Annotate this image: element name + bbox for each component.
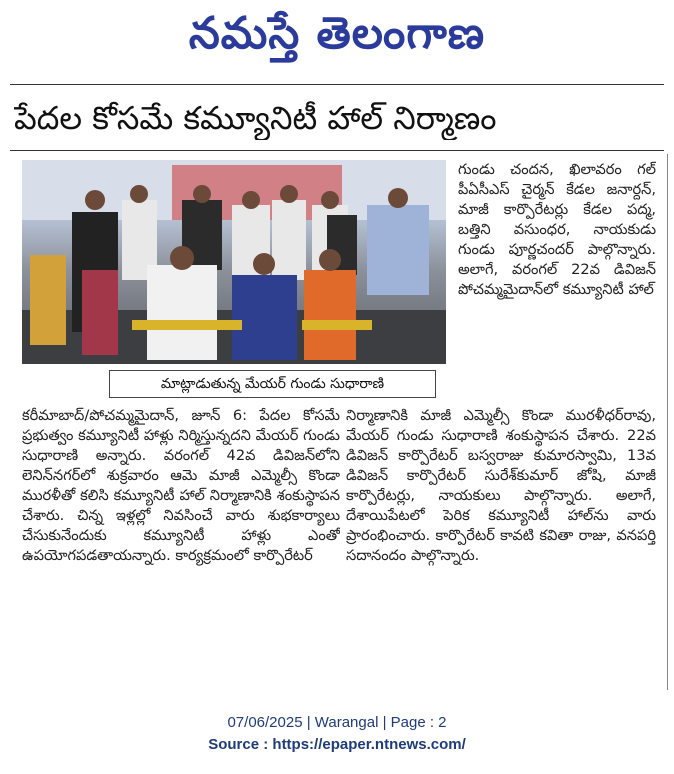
article-column-right-top — [458, 160, 656, 402]
masthead-divider — [10, 84, 664, 85]
article-column-left — [22, 406, 340, 692]
article-paragraph: నిర్మాణానికి మాజీ ఎమ్మెల్సీ కొండా మురళీధర్‌రావు, మేయర్ గుండు సుధారాణి శంకుస్థాపన చేశారు. 22వ డివిజన్ కార్పొరేటర్ బస్వరాజు కుమారస్వామి, 13వ డివిజన్ కార్పొరేటర్ సురేశ్‌కుమార్ జోషి, మాజీ కార్పొరేటర్లు, నాయకులు పాల్గొన్నారు. అలాగే, దేశాయిపేటలో పెరిక కమ్యూనిటీ హాల్‌ను వారు ప్రారంభించారు. కార్పొరేటర్ కావటి కవితా రాజు, వనపర్తి సదానందం పాల్గొన్నారు. — [346, 407, 656, 564]
article-paragraph: కరీమాబాద్/పోచమ్మమైదాన్, జూన్ 6: పేదల కోసమే ప్రభుత్వం కమ్యూనిటీ హాళ్లు నిర్మిస్తున్నదని మేయర్ గుండు సుధారాణి అన్నారు. వరంగల్ 42వ డివిజన్‌లోని లెనిన్‌నగర్‌లో శుక్రవారం ఆమె మాజీ ఎమ్మెల్సీ కొండా మురళీతో కలిసి కమ్యూనిటీ హాల్ నిర్మాణానికి శంకుస్థాపన చేశారు. చిన్న ఇళ్లల్లో నివసించే వారు శుభకార్యాలు చేసుకునేందుకు కమ్యూనిటీ హాళ్లు ఎంతో ఉపయోగపడతాయన్నారు. కార్యక్రమంలో కార్పొరేటర్ — [22, 407, 340, 564]
page-footer — [0, 712, 674, 756]
article-column-right-bottom — [346, 406, 656, 692]
footer-dateline: 07/06/2025 | Warangal | Page : 2 — [227, 714, 447, 731]
newspaper-logo: నమస్తే తెలంగాణ — [188, 8, 486, 59]
article-photo — [22, 160, 446, 364]
article-headline: పేదల కోసమే కమ్యూనిటీ హాల్ నిర్మాణం — [14, 99, 497, 137]
page-edge-rule — [667, 154, 668, 690]
photo-caption: మాట్లాడుతున్న మేయర్ గుండు సుధారాణి — [109, 370, 436, 398]
article-paragraph: గుండు చందన, ఖిలావరం గల్ పీఏసీఎస్ చైర్మన్ కేడల జనార్దన్, మాజీ కార్పొరేటర్లు కేడల పద్మ, బత్తిని వసుంధర, నాయకుడు గుండు పూర్ణచందర్ పాల్గొన్నారు. అలాగే, వరంగల్ 22వ డివిజన్ పోచమ్మమైదాన్‌లో కమ్యూనిటీ హాల్ — [458, 161, 656, 298]
photo-illustration — [22, 160, 446, 364]
footer-source: Source : https://epaper.ntnews.com/ — [208, 736, 466, 753]
headline-divider — [10, 150, 664, 151]
masthead — [0, 0, 674, 82]
